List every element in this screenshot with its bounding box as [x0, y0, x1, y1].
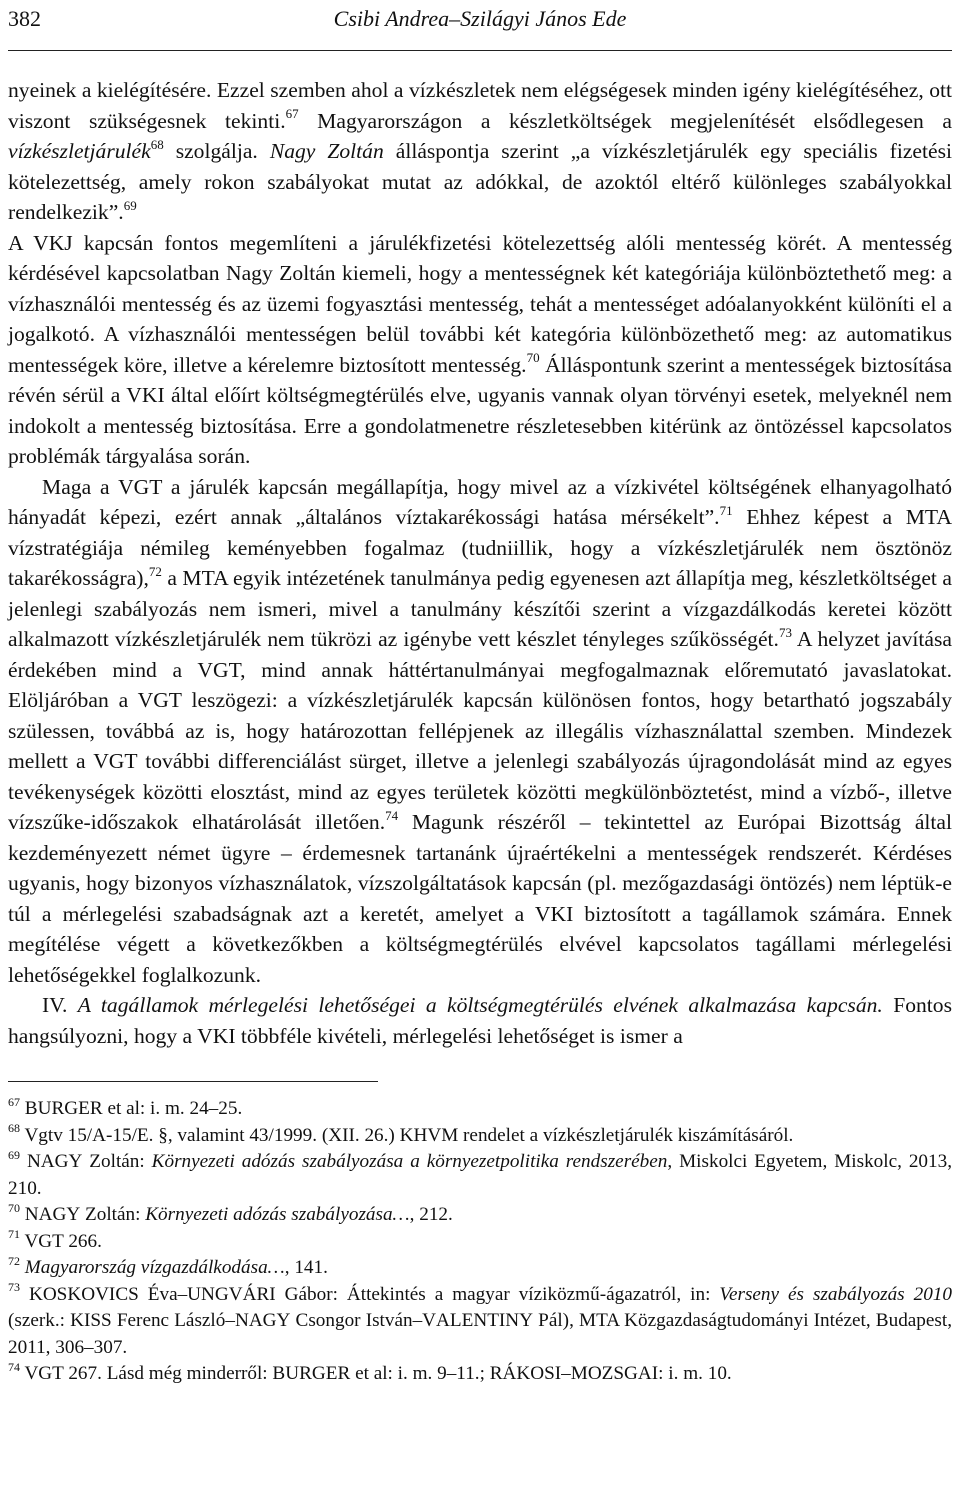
- footnote-ref-72[interactable]: 72: [148, 563, 162, 579]
- footnote-ref-69[interactable]: 69: [123, 197, 137, 213]
- page-header: [8, 0, 952, 51]
- footnote-ref-70[interactable]: 70: [526, 350, 540, 366]
- footnote-70: $^{70}$ NAGY Zoltán: Környezeti adózás szabályozása…, 212.: [8, 1200, 453, 1225]
- footnote-separator: [8, 1081, 378, 1082]
- page-number: 382: [8, 6, 41, 31]
- page: [8, 0, 952, 1388]
- running-title: Csibi Andrea–Szilágyi János Ede: [333, 6, 627, 31]
- footnote-74: $^{74}$ VGT 267. Lásd még minderről: BURGER et al: i. m. 9–11.; RÁKOSI–MOZSGAI: i. m. 10.: [8, 1359, 732, 1384]
- footnote-73: $^{73}$ KOSKOVICS Éva–UNGVÁRI Gábor: Áttekintés a magyar víziközmű-ágazatról, in: Verseny és szabályozás 2010 (szerk.: KISS Ferenc László–NAGY Csongor István–VALENTINY Pál), MTA Közgazdaságtudományi Intézet, Budapest, 2011, 306–307.: [8, 1280, 953, 1358]
- footnote-ref-68[interactable]: 68: [150, 136, 164, 152]
- section-heading-iv: IV. A tagállamok mérlegelési lehetőségei a költségmegtérülés elvének alkalmazása kapcsán. Fontos hangsúlyozni, hogy a VKI többféle kivételi, mérlegelési lehetőséget is ismer a: [8, 993, 952, 1048]
- footnote-ref-71[interactable]: 71: [719, 502, 733, 518]
- paragraph-3: Maga a VGT a járulék kapcsán megállapítja, hogy mivel az a vízkivétel költségének elhanyagolható hányadát képezi, ezért annak „általános víztakarékossági hatása mérsékelt”.$^{71}$ Ehhez képest a MTA vízstratégiája némileg keményebben fogalmaz (tudniillik, hogy a vízkészletjárulék nem ösztönöz takarékosságra),$^{72}$ a MTA egyik intézetének tanulmánya pedig egyenesen azt állapítja meg, készletköltséget a jelenlegi szabályozás nem ismeri, mivel a tanulmány készítői szerint a vízgazdálkodás keretei között alkalmazott vízkészletjárulék nem tükrözi az igénybe vett készlet tényleges szűkösségét.$^{73}$ A helyzet javítása érdekében mind a VGT, mind annak háttértanulmányai megfogalmaznak előremutató javaslatokat. Elöljáróban a VGT leszögezi: a vízkészletjárulék kapcsán különösen fontos, hogy betartható jogszabály szülessen, továbbá az is, hogy határozottan fellépjenek az illegális vízhasználattal szemben. Mindezek mellett a VGT további differenciálást sürget, illetve a jelenlegi szabályozás újragondolását mind az egyes tevékenységek közötti elosztást, mind az egyes területek közötti megkülönböztetést, mind a vízbő-, illetve vízszűke-időszakok elhatárolását illetően.$^{74}$ Magunk részéről – tekintettel az Európai Bizottság által kezdeményezett német ügyre – érdemesnek tartanánk újraértékelni a mentességek rendszerét. Kérdéses ugyanis, hogy bizonyos vízhasználatok, vízszolgáltatások kapcsán (pl. mezőgazdasági öntözés) nem léptük-e túl a mérlegelési szabadságnak azt a keretét, amelyet a VKI biztosított a tagállamok számára. Ennek megítélése végett a következőkben a költségmegtérülés elvével kapcsolatos tagállami mérlegelési lehetőségekkel foglalkozunk.: [8, 474, 952, 987]
- footnote-71: $^{71}$ VGT 266.: [8, 1227, 102, 1252]
- footnote-ref-73[interactable]: 73: [778, 624, 792, 640]
- footnote-ref-74[interactable]: 74: [385, 807, 399, 823]
- footnote-69: $^{69}$ NAGY Zoltán: Környezeti adózás szabályozása a környezetpolitika rendszerében, Miskolci Egyetem, Miskolc, 2013, 210.: [8, 1147, 953, 1199]
- footnote-67: $^{67}$ BURGER et al: i. m. 24–25.: [8, 1094, 243, 1119]
- main-text: [8, 75, 952, 1051]
- footnote-72: $^{72}$ Magyarország vízgazdálkodása…, 141.: [8, 1253, 328, 1278]
- paragraph-1: nyeinek a kielégítésére. Ezzel szemben ahol a vízkészletek nem elégségesek minden igény kielégítéséhez, ott viszont szükségesnek tekinti.$^{67}$ Magyarországon a készletköltségek megjelenítését elsődlegesen a vízkészletjárulék$^{68}$ szolgálja. Nagy Zoltán álláspontja szerint „a vízkészletjárulék egy speciális fizetési kötelezettség, amely rokon szabályokat mutat az adókkal, de azoktól eltérő különleges szabályokkal rendelkezik”.$^{69}$: [8, 78, 952, 224]
- paragraph-2: A VKJ kapcsán fontos megemlíteni a járulékfizetési kötelezettség alóli mentesség körét. A mentesség kérdésével kapcsolatban Nagy Zoltán kiemeli, hogy a mentességnek két kategóriája különböztethető meg: a vízhasználói mentesség és az üzemi fogyasztási mentesség, tehát a mentességet adóalanyokként különíti el a jogalkotó. A vízhasználói mentességen belül további két kategória különbözethető meg: az automatikus mentességek köre, illetve a kérelemre biztosított mentesség.$^{70}$ Álláspontunk szerint a mentességek biztosítása révén sérül a VKI által előírt költségmegtérülés elve, ugyanis vannak olyan törvényi esetek, melyeknél nem indokolt a mentesség biztosítása. Erre a gondolatmenetre részletesebben kitérünk az öntözéssel kapcsolatos problémák tárgyalása során.: [8, 230, 952, 468]
- footnote-ref-67[interactable]: 67: [285, 106, 299, 122]
- footnotes: [8, 1096, 952, 1388]
- footnote-68: $^{68}$ Vgtv 15/A-15/E. §, valamint 43/1999. (XII. 26.) KHVM rendelet a vízkészletjárulék kiszámításáról.: [8, 1121, 794, 1146]
